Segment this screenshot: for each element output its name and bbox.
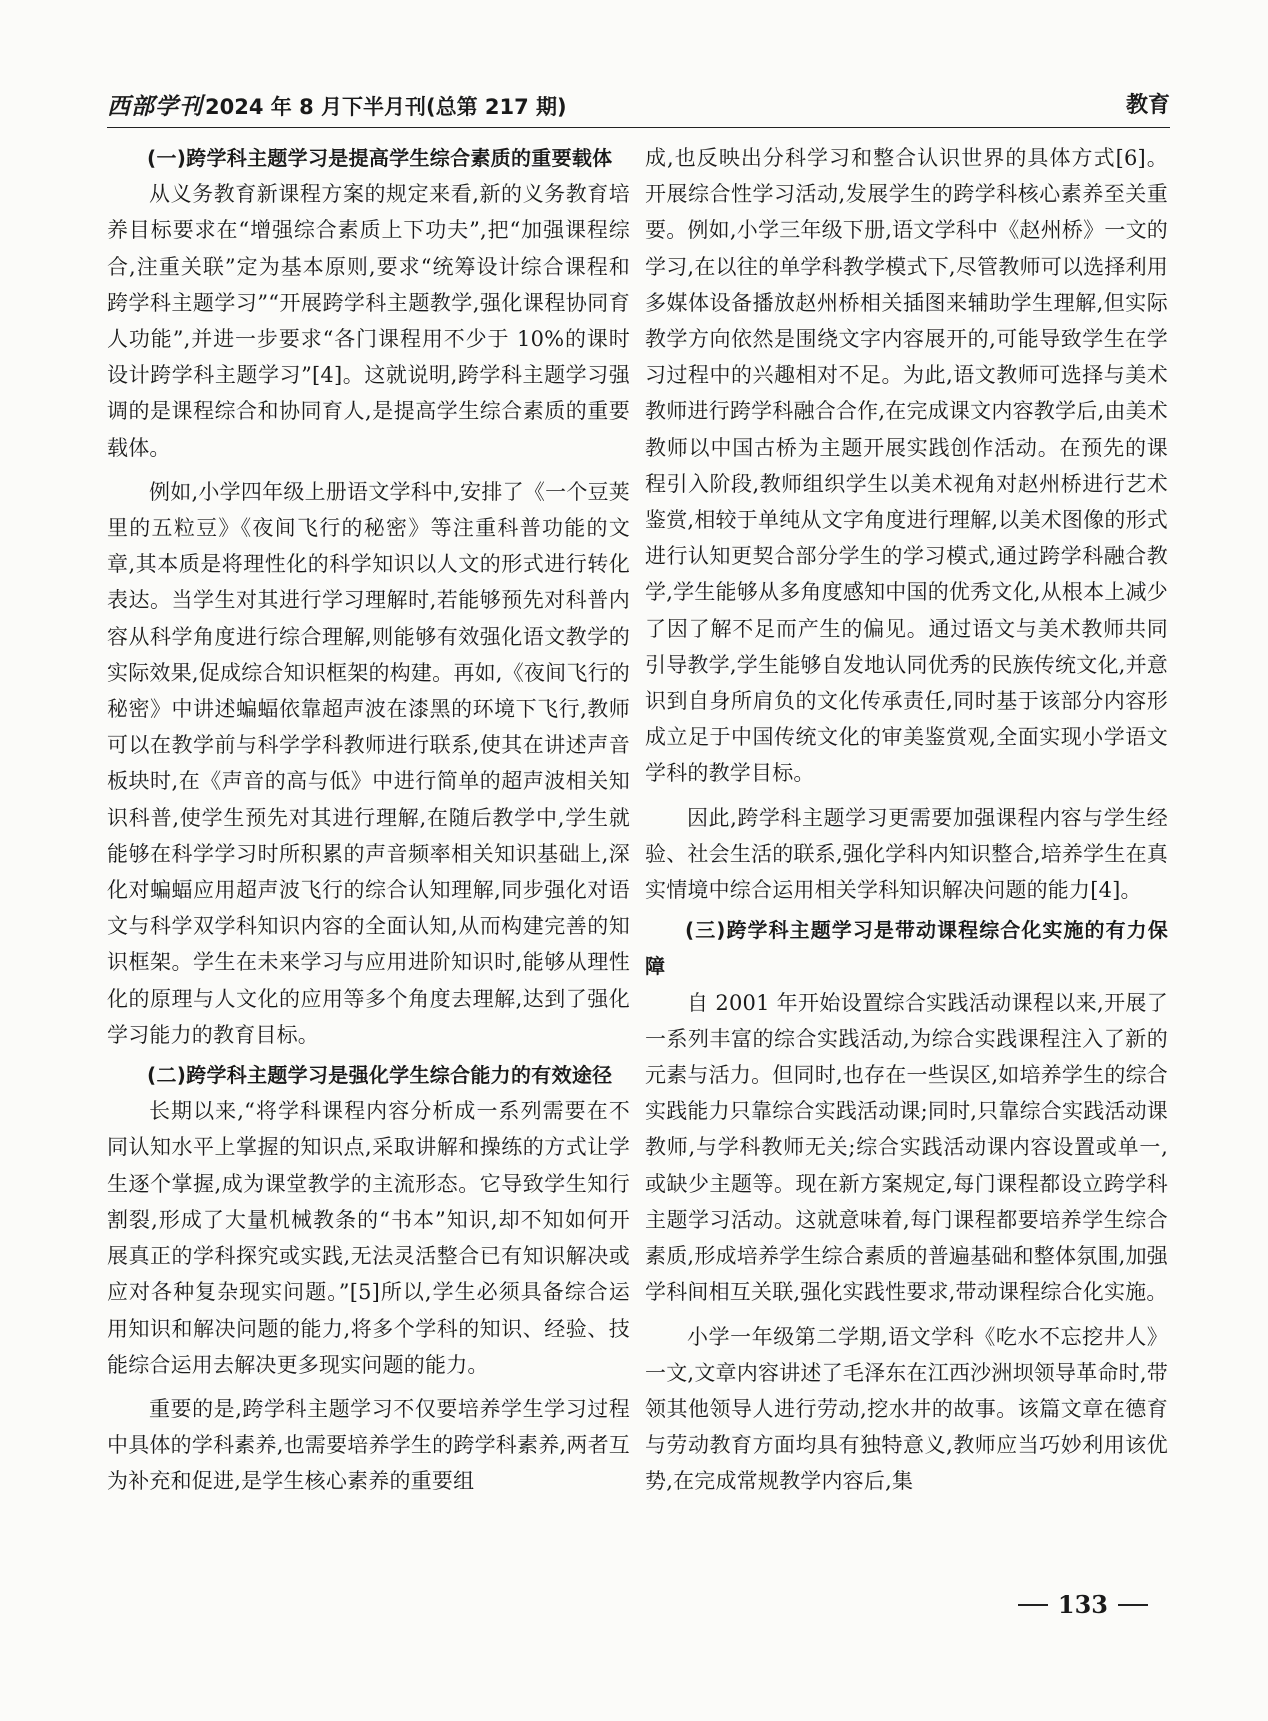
page-footer [1008, 1590, 1158, 1619]
page-header [107, 88, 1170, 128]
journal-info [107, 88, 567, 121]
section-heading: (一)跨学科主题学习是提高学生综合素质的重要载体 [147, 146, 613, 170]
right-column [645, 140, 1168, 1500]
section-title: 教育 [1125, 93, 1170, 118]
section-heading: (二)跨学科主题学习是强化学生综合能力的有效途径 [147, 1063, 613, 1088]
issue-info: 2024 年 8 月下半月刊(总第 217 期) [205, 95, 567, 119]
footer-dash-right [1118, 1604, 1148, 1606]
journal-logo: 西部学刊 [107, 93, 203, 120]
paragraph: 自 2001 年开始设置综合实践活动课程以来,开展了一系列丰富的综合实践活动,为综合实践课程注入了新的元素与活力。但同时,也存在一些误区,如培养学生的综合实践能力只靠综合实践活动课;同时,只靠综合实践活动课教师,与学科教师无关;综合实践活动课内容设置或单一,或缺少主题等。现在新方案规定,每门课程都设立跨学科主题学习活动。这就意味着,每门课程都要培养学生综合素质,形成培养学生综合素质的普遍基础和整体氛围,加强学科间相互关联,强化实践性要求,带动课程综合化实施。 [645, 990, 1168, 1305]
paragraph: 例如,小学四年级上册语文学科中,安排了《一个豆荚里的五粒豆》《夜间飞行的秘密》等注重科普功能的文章,其本质是将理性化的科学知识以人文的形式进行转化表达。当学生对其进行学习理解时,若能够预先对科普内容从科学角度进行综合理解,则能够有效强化语文教学的实际效果,促成综合知识框架的构建。再如,《夜间飞行的秘密》中讲述蝙蝠依靠超声波在漆黑的环境下飞行,教师可以在教学前与科学学科教师进行联系,使其在讲述声音板块时,在《声音的高与低》中进行简单的超声波相关知识科普,使学生预先对其进行理解,在随后教学中,学生就能够在科学学习时所积累的声音频率相关知识基础上,深化对蝙蝠应用超声波飞行的综合认知理解,同步强化对语文与科学双学科知识内容的全面认知,从而构建完善的知识框架。学生在未来学习与应用进阶知识时,能够从理性化的原理与人文化的应用等多个角度去理解,达到了强化学习能力的教育目标。 [107, 479, 630, 1047]
paragraph: 从义务教育新课程方案的规定来看,新的义务教育培养目标要求在“增强综合素质上下功夫”,把“加强课程综合,注重关联”定为基本原则,要求“统筹设计综合课程和跨学科主题学习”“开展跨学科主题教学,强化课程协同育人功能”,并进一步要求“各门课程用不少于 10%的课时设计跨学科主题学习”[4]。这就说明,跨学科主题学习强调的是课程综合和协同育人,是提高学生综合素质的重要载体。 [107, 182, 630, 460]
footer-dash-left [1018, 1604, 1048, 1606]
paragraph: 因此,跨学科主题学习更需要加强课程内容与学生经验、社会生活的联系,强化学科内知识整合,培养学生在真实情境中综合运用相关学科知识解决问题的能力[4]。 [645, 805, 1168, 903]
section-heading: (三)跨学科主题学习是带动课程综合化实施的有力保障 [645, 918, 1168, 979]
paragraph: 重要的是,跨学科主题学习不仅要培养学生学习过程中具体的学科素养,也需要培养学生的跨学科素养,两者互为补充和促进,是学生核心素养的重要组 [107, 1396, 630, 1494]
left-column [107, 140, 630, 1500]
paragraph-continued: 成,也反映出分科学习和整合认识世界的具体方式[6]。开展综合性学习活动,发展学生的跨学科核心素养至关重要。例如,小学三年级下册,语文学科中《赵州桥》一文的学习,在以往的单学科教学模式下,尽管教师可以选择利用多媒体设备播放赵州桥相关插图来辅助学生理解,但实际教学方向依然是围绕文字内容展开的,可能导致学生在学习过程中的兴趣相对不足。为此,语文教师可选择与美术教师进行跨学科融合合作,在完成课文内容教学后,由美术教师以中国古桥为主题开展实践创作活动。在预先的课程引入阶段,教师组织学生以美术视角对赵州桥进行艺术鉴赏,相较于单纯从文字角度进行理解,以美术图像的形式进行认知更契合部分学生的学习模式,通过跨学科融合教学,学生能够从多角度感知中国的优秀文化,从根本上减少了因了解不足而产生的偏见。通过语文与美术教师共同引导教学,学生能够自发地认同优秀的民族传统文化,并意识到自身所肩负的文化传承责任,同时基于该部分内容形成立足于中国传统文化的审美鉴赏观,全面实现小学语文学科的教学目标。 [645, 146, 1168, 786]
header-divider [107, 127, 1170, 128]
paragraph: 长期以来,“将学科课程内容分析成一系列需要在不同认知水平上掌握的知识点,采取讲解和操练的方式让学生逐个掌握,成为课堂教学的主流形态。它导致学生知行割裂,形成了大量机械教条的“书本”知识,却不知如何开展真正的学科探究或实践,无法灵活整合已有知识解决或应对各种复杂现实问题。”[5]所以,学生必须具备综合运用知识和解决问题的能力,将多个学科的知识、经验、技能综合运用去解决更多现实问题的能力。 [107, 1099, 630, 1377]
paragraph: 小学一年级第二学期,语文学科《吃水不忘挖井人》一文,文章内容讲述了毛泽东在江西沙洲坝领导革命时,带领其他领导人进行劳动,挖水井的故事。该篇文章在德育与劳动教育方面均具有独特意义,教师应当巧妙利用该优势,在完成常规教学内容后,集 [645, 1324, 1168, 1494]
page-number: 133 [1057, 1590, 1108, 1619]
